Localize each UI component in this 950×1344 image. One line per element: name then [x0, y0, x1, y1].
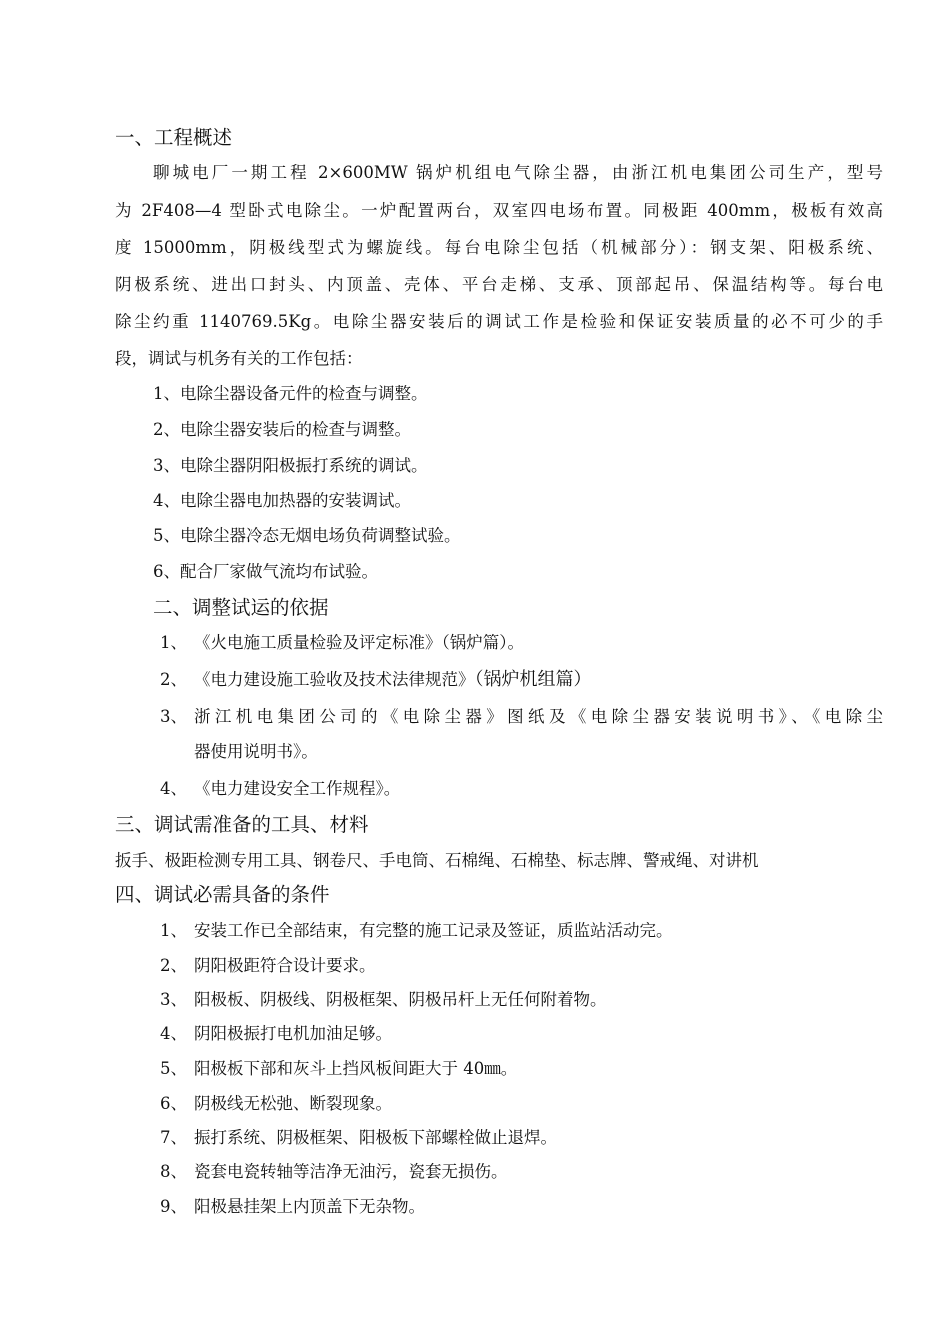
tools-list: 扳手、极距检测专用工具、钢卷尺、手电筒、石棉绳、石棉垫、标志牌、警戒绳、对讲机: [115, 851, 759, 870]
list-item: 《电力建设安全工作规程》。: [194, 779, 401, 798]
list-item: 阳极板、阴极线、阴极框架、阴极吊杆上无任何附着物。: [194, 990, 607, 1009]
list-item: 浙江机电集团公司的《电除尘器》图纸及《电除尘器安装说明书》、《电除尘: [194, 707, 883, 726]
paragraph-line-5: 除尘约重 1140769.5Kg。电除尘器安装后的调试工作是检验和保证安装质量的必不可少的手: [115, 312, 883, 331]
list-number: 5、: [160, 1059, 187, 1078]
list-number: 4、: [160, 779, 187, 798]
list-number: 1、: [160, 921, 187, 940]
list-number: 9、: [160, 1197, 187, 1216]
list-item: 瓷套电瓷转轴等洁净无油污，瓷套无损伤。: [194, 1162, 508, 1181]
paragraph-line-6: 段，调试与机务有关的工作包括：: [115, 349, 363, 368]
list-number: 1、: [160, 633, 187, 652]
list-item: 5、电除尘器冷态无烟电场负荷调整试验。: [153, 526, 461, 545]
list-item: 6、配合厂家做气流均布试验。: [153, 562, 378, 581]
list-number: 8、: [160, 1162, 187, 1181]
section-1-heading: 一、工程概述: [115, 126, 233, 149]
list-item: 阳极悬挂架上内顶盖下无杂物。: [194, 1197, 425, 1216]
list-number: 3、: [160, 707, 187, 726]
list-item: 4、电除尘器电加热器的安装调试。: [153, 491, 411, 510]
list-item: 1、电除尘器设备元件的检查与调整。: [153, 384, 428, 403]
list-item: 2、电除尘器安装后的检查与调整。: [153, 420, 411, 439]
list-item-text: 《电力建设施工验收及技术法律规范》: [194, 670, 475, 689]
list-item: 3、电除尘器阴阳极振打系统的调试。: [153, 456, 428, 475]
list-number: 6、: [160, 1094, 187, 1113]
list-item-continuation: 器使用说明书》。: [194, 742, 318, 761]
list-number: 4、: [160, 1024, 187, 1043]
list-number: 7、: [160, 1128, 187, 1147]
list-item: 阴阳极振打电机加油足够。: [194, 1024, 392, 1043]
section-4-heading: 四、调试必需具备的条件: [115, 883, 330, 906]
list-number: 2、: [160, 956, 187, 975]
list-item: 阳极板下部和灰斗上挡风板间距大于 40㎜。: [194, 1059, 518, 1078]
paragraph-line-4: 阴极系统、进出口封头、内顶盖、壳体、平台走梯、支承、顶部起吊、保温结构等。每台电: [115, 275, 883, 294]
section-2-heading: 二、调整试运的依据: [153, 596, 329, 619]
paragraph-line-3: 度 15000mm，阴极线型式为螺旋线。每台电除尘包括（机械部分）：钢支架、阳极系统、: [115, 238, 883, 257]
list-item-suffix: （锅炉机组篇）: [474, 669, 592, 690]
list-item: 阴阳极距符合设计要求。: [194, 956, 376, 975]
list-number: 3、: [160, 990, 187, 1009]
paragraph-line-2: 为 2F408—4 型卧式电除尘。一炉配置两台，双室四电场布置。同极距 400mm，极板有效高: [115, 201, 883, 220]
list-number: 2、: [160, 670, 187, 689]
list-item: 安装工作已全部结束，有完整的施工记录及签证，质监站活动完。: [194, 921, 673, 940]
list-item: 振打系统、阴极框架、阳极板下部螺栓做止退焊。: [194, 1128, 557, 1147]
list-item: [194, 670, 592, 690]
list-item: 阴极线无松弛、断裂现象。: [194, 1094, 392, 1113]
list-item: 《火电施工质量检验及评定标准》（锅炉篇）。: [194, 633, 524, 652]
section-3-heading: 三、调试需准备的工具、材料: [115, 813, 369, 836]
paragraph-line-1: 聊城电厂一期工程 2×600MW 锅炉机组电气除尘器，由浙江机电集团公司生产，型号: [153, 163, 883, 182]
